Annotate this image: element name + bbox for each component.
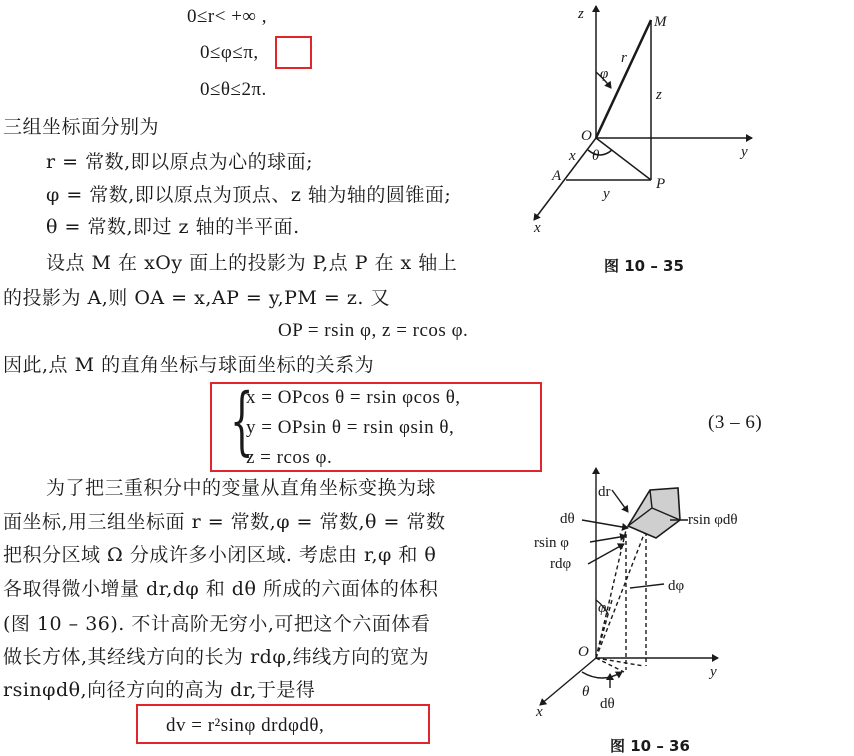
text-line-4: θ = 常数,即过 z 轴的半平面. [46,216,300,238]
system-eq-2: y = OPsin θ = rsin φsin θ, [246,417,455,438]
range-phi [200,41,259,65]
label-dphi: dφ [668,578,685,594]
para-line-3: 把积分区域 Ω 分成许多小闭区域. 考虑由 r,φ 和 θ [3,544,437,566]
theta-arc-36 [582,672,622,678]
text-line-6: 的投影为 A,则 OA = x,AP = y,PM = z. 又 [3,287,390,309]
label-dr: dr [598,484,611,500]
small-hexahedron [628,488,680,538]
highlight-box-pi [275,36,312,69]
label-phi-36: φ [598,600,607,616]
equation-tag: (3 – 6) [708,412,763,433]
x-axis [534,138,596,220]
label-y-36: y [710,664,717,680]
label-theta: θ [592,148,600,164]
label-rdphi: rdφ [550,556,572,572]
dv-formula: dv = r²sinφ drdφdθ, [166,715,325,736]
range-phi-prefix: 0≤φ≤ [200,42,244,63]
label-r: r [621,50,627,66]
label-y-axis: y [741,144,748,160]
figure-10-35-caption: 图 10 – 35 [604,257,684,275]
system-brace: { [230,378,254,464]
text-line-3: φ = 常数,即以原点为顶点、z 轴为轴的圆锥面; [46,184,452,206]
figure-10-35 [520,0,770,240]
label-x-seg: x [569,148,576,164]
op-segment [596,138,651,180]
label-theta-36: θ [582,684,590,700]
label-phi: φ [600,66,609,82]
system-eq-1: x = OPcos θ = rsin φcos θ, [246,387,461,408]
text-line-2: r = 常数,即以原点为心的球面; [46,151,314,173]
label-dtheta-top: dθ [560,511,575,527]
para-line-1: 为了把三重积分中的变量从直角坐标变换为球 [46,477,437,499]
para-line-6: 做长方体,其经线方向的长为 rdφ,纬线方向的宽为 [3,646,430,668]
label-P: P [656,176,666,192]
label-x-36: x [536,704,543,720]
text-line-5: 设点 M 在 xOy 面上的投影为 P,点 P 在 x 轴上 [46,252,458,274]
figure-10-36-caption: 图 10 – 36 [610,737,690,755]
label-z-seg: z [656,87,662,103]
label-O: O [581,128,592,144]
para-line-2: 面坐标,用三组坐标面 r = 常数,φ = 常数,θ = 常数 [3,511,446,533]
para-line-7: rsinφdθ,向径方向的高为 dr,于是得 [3,679,316,701]
highlight-box-dv [136,704,430,744]
figure-10-36 [520,460,780,735]
range-phi-pi: π, [243,42,259,63]
highlight-box-system [210,378,542,472]
label-y-seg: y [603,186,610,202]
system-eq-3: z = rcos φ. [246,447,333,468]
label-M: M [654,14,667,30]
label-x-axis: x [534,220,541,236]
text-line-1: 三组坐标面分别为 [3,116,160,138]
range-theta: 0≤θ≤2π. [200,79,267,100]
label-rsinphi-dtheta: rsin φdθ [688,512,738,528]
label-A: A [552,168,562,184]
range-r: 0≤r< +∞ , [187,6,267,27]
label-O-36: O [578,644,589,660]
label-z-axis: z [578,6,584,22]
label-dtheta-bottom: dθ [600,696,615,712]
text-line-8: 因此,点 M 的直角坐标与球面坐标的关系为 [3,354,375,376]
label-rsinphi: rsin φ [534,535,569,551]
para-line-5: (图 10 – 36). 不计高阶无穷小,可把这个六面体看 [3,613,431,635]
text-line-7: OP = rsin φ, z = rcos φ. [278,320,469,341]
para-line-4: 各取得微小增量 dr,dφ 和 dθ 所成的六面体的体积 [3,578,439,600]
